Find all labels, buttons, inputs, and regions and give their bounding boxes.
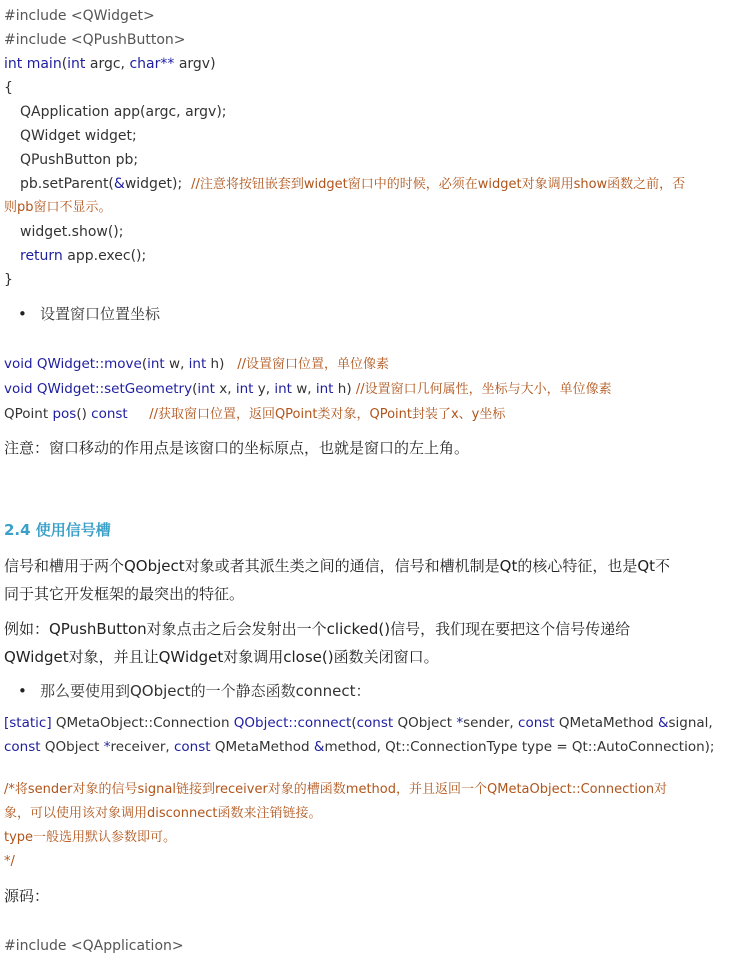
code-token: w,	[164, 356, 189, 372]
code-line: }	[4, 272, 13, 288]
keyword: int	[235, 381, 254, 397]
code-comment: //设置窗口位置，单位像素	[237, 357, 390, 372]
code-comment: 则pb窗口不显示。	[4, 200, 112, 215]
code-token: h)	[206, 356, 238, 372]
code-line: QPushButton pb;	[20, 152, 139, 168]
code-comment: */	[4, 854, 15, 869]
source-label: 源码：	[4, 887, 50, 905]
code-line: QApplication app(argc, argv);	[20, 104, 227, 120]
code-line	[4, 735, 714, 759]
keyword: const	[356, 715, 394, 731]
code-token	[128, 406, 149, 422]
code-token: pb.setParent(	[20, 176, 114, 192]
keyword: [static]	[4, 715, 52, 731]
code-line: #include <QPushButton>	[4, 32, 186, 48]
code-token: h)	[333, 381, 356, 397]
paragraph-line: 例如：QPushButton对象点击之后会发射出一个clicked()信号，我们现在要把这个信号传递给	[4, 620, 631, 638]
code-token: sender,	[463, 715, 519, 731]
operator: *	[456, 715, 464, 731]
code-line: #include <QApplication>	[4, 938, 184, 954]
function-name: pos	[52, 406, 77, 422]
code-line	[4, 352, 389, 377]
code-line	[4, 711, 713, 735]
code-line	[4, 402, 505, 427]
code-token: y,	[253, 381, 275, 397]
keyword: void	[4, 381, 37, 397]
code-token: argv)	[174, 56, 216, 72]
code-token: w,	[291, 381, 316, 397]
note-text: 注意：窗口移动的作用点是该窗口的坐标原点，也就是窗口的左上角。	[4, 439, 470, 457]
code-token: signal,	[668, 715, 713, 731]
code-comment: 象，可以使用该对象调用disconnect函数来注销链接。	[4, 806, 322, 821]
bullet-text: 那么要使用到QObject的一个静态函数connect：	[40, 682, 371, 700]
keyword: int	[315, 381, 334, 397]
code-comment: type一般选用默认参数即可。	[4, 830, 177, 845]
code-line	[20, 172, 685, 197]
code-token: QMetaObject::Connection	[51, 715, 234, 731]
code-token: ()	[76, 406, 92, 422]
code-token: widget);	[124, 176, 192, 192]
keyword: int	[274, 381, 292, 397]
keyword: const	[518, 715, 555, 731]
code-line: {	[4, 80, 13, 96]
function-name: QWidget::setGeometry	[36, 381, 193, 397]
keyword: const	[91, 406, 128, 422]
code-token: QObject	[393, 715, 457, 731]
keyword: const	[173, 739, 211, 755]
keyword: void	[4, 356, 37, 372]
bullet-dot: •	[18, 305, 27, 323]
bullet-dot: •	[18, 682, 27, 700]
paragraph-line: QWidget对象，并且让QWidget对象调用close()函数关闭窗口。	[4, 648, 439, 666]
operator: &	[113, 176, 125, 192]
code-line: QWidget widget;	[20, 128, 137, 144]
code-token: (	[351, 715, 357, 731]
operator: &	[313, 739, 325, 755]
code-line	[4, 52, 216, 76]
code-token: QObject	[40, 739, 104, 755]
function-name: QObject::connect	[233, 715, 352, 731]
code-comment: //获取窗口位置，返回QPoint类对象，QPoint封装了x、y坐标	[149, 407, 506, 422]
keyword: int	[67, 56, 86, 72]
code-token: method, Qt::ConnectionType type = Qt::AutoConnection);	[324, 739, 715, 755]
code-line: widget.show();	[20, 224, 124, 240]
code-token: QMetaMethod	[210, 739, 314, 755]
bullet-text: 设置窗口位置坐标	[40, 305, 161, 323]
code-token: argc,	[85, 56, 130, 72]
operator: *	[103, 739, 111, 755]
keyword: char**	[129, 56, 175, 72]
keyword: return	[20, 248, 63, 264]
code-line	[4, 377, 612, 402]
code-comment: //注意将按钮嵌套到widget窗口中的时候，必须在widget对象调用show函数之前，否	[191, 177, 686, 192]
type-name: QPoint	[4, 406, 53, 422]
code-line: #include <QWidget>	[4, 8, 155, 24]
keyword: int	[4, 56, 23, 72]
keyword: const	[4, 739, 41, 755]
paragraph-line: 同于其它开发框架的最突出的特征。	[4, 585, 245, 603]
keyword: int	[188, 356, 207, 372]
code-token: (	[141, 356, 148, 372]
code-token: app.exec();	[62, 248, 147, 264]
code-token: receiver,	[110, 739, 174, 755]
paragraph-line: 信号和槽用于两个QObject对象或者其派生类之间的通信，信号和槽机制是Qt的核心特征，也是Qt不	[4, 557, 671, 575]
operator: &	[657, 715, 669, 731]
keyword: int	[147, 356, 165, 372]
code-comment: //设置窗口几何属性，坐标与大小，单位像素	[355, 382, 612, 397]
section-heading: 2.4 使用信号槽	[4, 521, 111, 539]
code-token: QMetaMethod	[554, 715, 658, 731]
function-name: QWidget::move	[36, 356, 142, 372]
code-token: (	[192, 381, 198, 397]
code-line	[20, 244, 146, 268]
function-name: main	[26, 56, 62, 72]
code-token: x,	[214, 381, 236, 397]
keyword: int	[197, 381, 215, 397]
code-token: (	[61, 56, 68, 72]
code-comment: /*将sender对象的信号signal链接到receiver对象的槽函数method，并且返回一个QMetaObject::Connection对	[4, 782, 668, 797]
